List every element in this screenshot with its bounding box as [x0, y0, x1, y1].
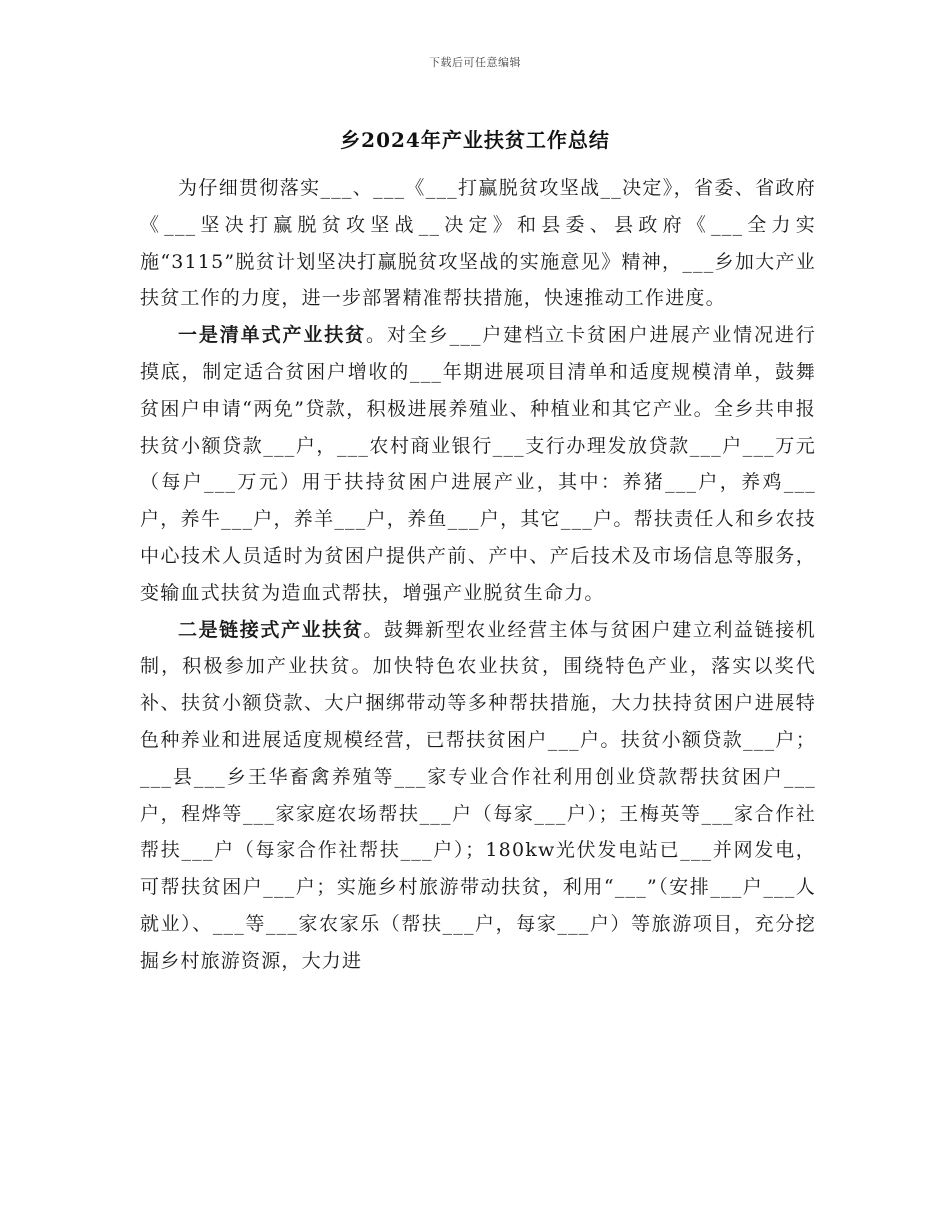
- document-title: 乡2024年产业扶贫工作总结: [340, 128, 610, 152]
- paragraph-lead: 二是链接式产业扶贫: [178, 618, 364, 641]
- paragraph-text: 。对全乡___户建档立卡贫困户进展产业情况进行摸底，制定适合贫困户增收的___年期进展项目清单和适度规模清单，鼓舞贫困户申请“两免”贷款，积极进展养殖业、种植业和其它产业。全乡共申报扶贫小额贷款___户，___农村商业银行___支行办理发放贷款___户___万元（每户___万元）用于扶持贫困户进展产业，其中：养猪___户，养鸡___户，养牛___户，养羊___户，养鱼___户，其它___户。帮扶责任人和乡农技中心技术人员适时为贫困户提供产前、产中、产后技术及市场信息等服务，变输血式扶贫为造血式帮扶，增强产业脱贫生命力。: [140, 324, 816, 604]
- paragraph-section-1: [140, 317, 816, 611]
- paragraph-lead: 一是清单式产业扶贫: [178, 324, 367, 347]
- paragraph-text: 为仔细贯彻落实___、___《___打赢脱贫攻坚战__决定》，省委、省政府《___坚决打赢脱贫攻坚战__决定》和县委、县政府《___全力实施“3115”脱贫计划坚决打赢脱贫攻坚战的实施意见》精神，___乡加大产业扶贫工作的力度，进一步部署精准帮扶措施，快速推动工作进度。: [140, 177, 816, 310]
- document-body: [140, 170, 816, 980]
- paragraph-section-2: [140, 612, 816, 980]
- paragraph-text: 。鼓舞新型农业经营主体与贫困户建立利益链接机制，积极参加产业扶贫。加快特色农业扶贫，围绕特色产业，落实以奖代补、扶贫小额贷款、大户捆绑带动等多种帮扶措施，大力扶持贫困户进展特色种养业和进展适度规模经营，已帮扶贫困户___户。扶贫小额贷款___户；___县___乡王华畜禽养殖等___家专业合作社利用创业贷款帮扶贫困户___户，程烨等___家家庭农场帮扶___户（每家___户）；王梅英等___家合作社帮扶___户（每家合作社帮扶___户）；180kw光伏发电站已___并网发电，可帮扶贫困户___户；实施乡村旅游带动扶贫，利用“___”（安排___户___人就业）、___等___家农家乐（帮扶___户，每家___户）等旅游项目，充分挖掘乡村旅游资源，大力进: [140, 618, 816, 972]
- paragraph-intro: [140, 170, 816, 317]
- page-header-note: 下载后可任意编辑: [429, 56, 521, 69]
